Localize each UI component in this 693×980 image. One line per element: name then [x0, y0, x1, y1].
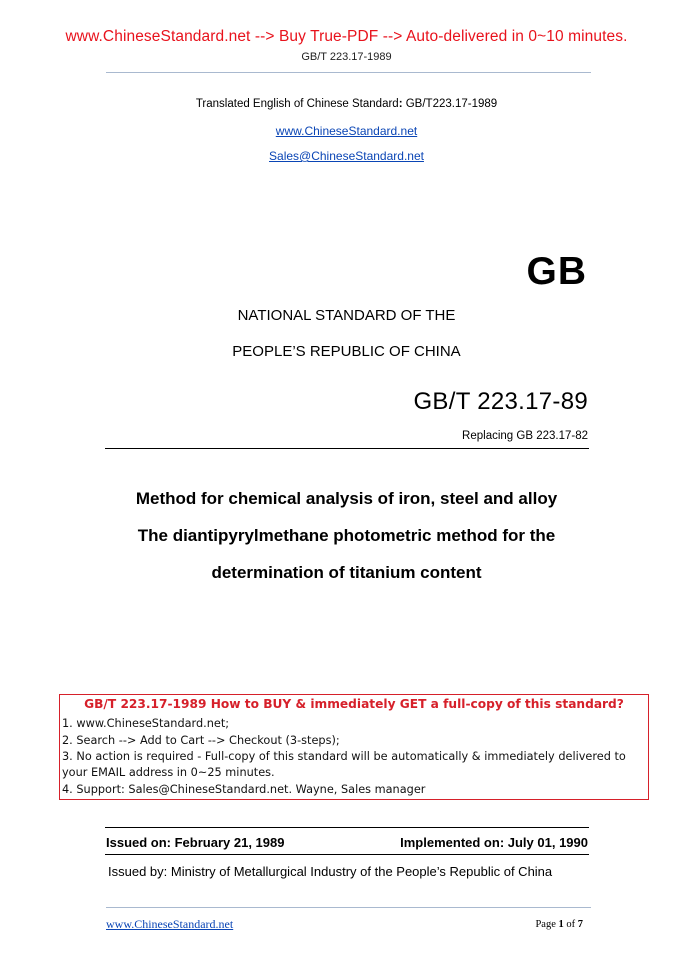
purchase-step-2: 2. Search --> Add to Cart --> Checkout (3-steps);: [62, 734, 340, 747]
cover-divider: [105, 448, 589, 449]
national-line-2: PEOPLE’S REPUBLIC OF CHINA: [232, 343, 461, 360]
header-standard-code: GB/T 223.17-1989: [301, 51, 392, 63]
purchase-step-3-cont: your EMAIL address in 0~25 minutes.: [62, 766, 275, 779]
purchase-step-1[interactable]: 1. www.ChineseStandard.net;: [62, 717, 230, 730]
standard-number: GB/T 223.17-89: [413, 388, 588, 415]
dates-top-rule: [105, 827, 589, 828]
translated-label: Translated English of Chinese Standard: [195, 98, 399, 110]
footer-website-link[interactable]: [106, 917, 233, 932]
purchase-heading: GB/T 223.17-1989 How to BUY & immediately GET a full-copy of this standard?: [84, 697, 624, 711]
translated-line: [0, 98, 693, 110]
page-total: 7: [577, 919, 583, 930]
email-link[interactable]: Sales@ChineseStandard.net: [269, 149, 424, 163]
page-of: of: [563, 919, 578, 930]
purchase-step-3: 3. No action is required - Full-copy of this standard will be automatically & immediately delivered to: [62, 750, 626, 763]
page-current: 1: [558, 919, 564, 930]
page-number: [535, 919, 583, 930]
translated-code: GB/T223.17-1989: [405, 98, 498, 110]
implemented-date: Implemented on: July 01, 1990: [400, 835, 588, 850]
header-divider: [106, 72, 591, 73]
replacing-note: Replacing GB 223.17-82: [462, 430, 588, 442]
title-line-2: The diantipyrylmethane photometric method for the: [137, 526, 556, 545]
footer-divider: [106, 907, 591, 908]
header-banner[interactable]: www.ChineseStandard.net --> Buy True-PDF --> Auto-delivered in 0~10 minutes.: [65, 28, 628, 45]
title-line-3: determination of titanium content: [211, 563, 482, 582]
dates-bottom-rule: [105, 854, 589, 855]
intro-website-row: [0, 122, 693, 140]
intro-email-row: [0, 147, 693, 165]
translated-sep: :: [398, 98, 406, 110]
page-prefix: Page: [535, 919, 559, 930]
website-link[interactable]: www.ChineseStandard.net: [275, 124, 418, 138]
issued-by: Issued by: Ministry of Metallurgical Industry of the People’s Republic of China: [108, 864, 553, 879]
title-line-1: Method for chemical analysis of iron, steel and alloy: [135, 489, 558, 508]
footer-website-text[interactable]: www.ChineseStandard.net: [106, 917, 234, 931]
national-line-1: NATIONAL STANDARD OF THE: [237, 307, 456, 324]
gb-mark: GB: [526, 250, 587, 293]
issued-date: Issued on: February 21, 1989: [106, 835, 285, 850]
purchase-info-box: [59, 694, 649, 800]
purchase-step-4: 4. Support: Sales@ChineseStandard.net. Wayne, Sales manager: [62, 783, 426, 796]
